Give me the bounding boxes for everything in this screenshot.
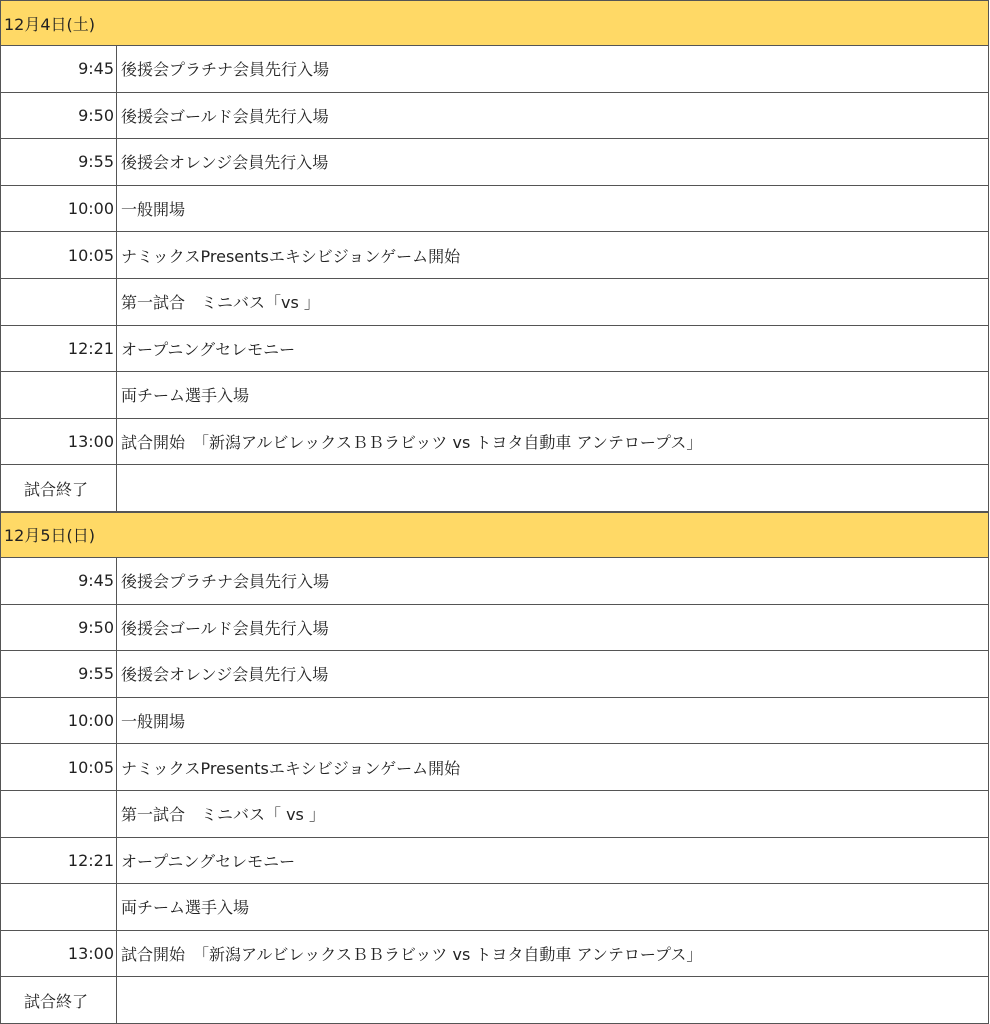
time-cell: 10:05	[1, 744, 117, 790]
time-cell: 10:05	[1, 232, 117, 278]
event-cell: 後援会プラチナ会員先行入場	[121, 572, 330, 592]
event-cell: ナミックスPresentsエキシビジョンゲーム開始	[121, 758, 461, 778]
table-row	[1, 279, 988, 326]
event-cell: 試合開始 「新潟アルビレックスＢＢラビッツ vs トヨタ自動車 アンテロープス」	[121, 944, 703, 964]
time-cell: 9:45	[1, 46, 117, 92]
event-cell: 第一試合 ミニバス「 vs 」	[121, 805, 325, 825]
time-cell: 試合終了	[1, 465, 117, 511]
time-cell: 10:00	[1, 698, 117, 744]
table-row	[1, 326, 988, 373]
event-cell: 試合開始 「新潟アルビレックスＢＢラビッツ vs トヨタ自動車 アンテロープス」	[121, 433, 703, 453]
table-row	[1, 791, 988, 838]
time-cell: 12:21	[1, 326, 117, 372]
day-header-label: 12月5日(日)	[4, 526, 96, 546]
table-row	[1, 372, 988, 419]
event-cell: 両チーム選手入場	[121, 898, 250, 918]
event-cell: 後援会プラチナ会員先行入場	[121, 60, 330, 80]
time-cell: 9:55	[1, 139, 117, 185]
event-cell	[117, 977, 988, 1023]
table-row	[1, 232, 988, 279]
time-cell	[1, 791, 117, 837]
event-cell: 両チーム選手入場	[121, 386, 250, 406]
table-row	[1, 93, 988, 140]
table-row	[1, 838, 988, 885]
day-header	[1, 512, 988, 558]
event-cell: ナミックスPresentsエキシビジョンゲーム開始	[121, 246, 461, 266]
table-row	[1, 977, 988, 1024]
time-cell: 12:21	[1, 838, 117, 884]
time-cell: 9:50	[1, 605, 117, 651]
event-cell: オープニングセレモニー	[121, 851, 296, 871]
event-cell: 一般開場	[121, 200, 186, 220]
time-cell: 9:50	[1, 93, 117, 139]
table-row	[1, 139, 988, 186]
table-row	[1, 465, 988, 512]
day-header	[1, 0, 988, 46]
time-cell: 13:00	[1, 931, 117, 977]
table-row	[1, 419, 988, 466]
event-cell: オープニングセレモニー	[121, 339, 296, 359]
table-row	[1, 46, 988, 93]
table-row	[1, 931, 988, 978]
time-cell: 9:45	[1, 558, 117, 604]
time-cell: 試合終了	[1, 977, 117, 1023]
table-row	[1, 698, 988, 745]
time-cell: 9:55	[1, 651, 117, 697]
event-cell: 第一試合 ミニバス「vs 」	[121, 293, 320, 313]
event-cell: 後援会ゴールド会員先行入場	[121, 106, 329, 126]
event-cell: 一般開場	[121, 712, 186, 732]
time-cell: 10:00	[1, 186, 117, 232]
time-cell	[1, 884, 117, 930]
table-row	[1, 558, 988, 605]
time-cell: 13:00	[1, 419, 117, 465]
day-header-label: 12月4日(土)	[4, 14, 96, 34]
time-cell	[1, 372, 117, 418]
time-cell	[1, 279, 117, 325]
table-row	[1, 186, 988, 233]
event-cell	[117, 465, 988, 511]
table-row	[1, 744, 988, 791]
event-cell: 後援会オレンジ会員先行入場	[121, 665, 329, 685]
table-row	[1, 884, 988, 931]
table-row	[1, 651, 988, 698]
event-cell: 後援会オレンジ会員先行入場	[121, 153, 329, 173]
table-row	[1, 605, 988, 652]
event-cell: 後援会ゴールド会員先行入場	[121, 618, 329, 638]
